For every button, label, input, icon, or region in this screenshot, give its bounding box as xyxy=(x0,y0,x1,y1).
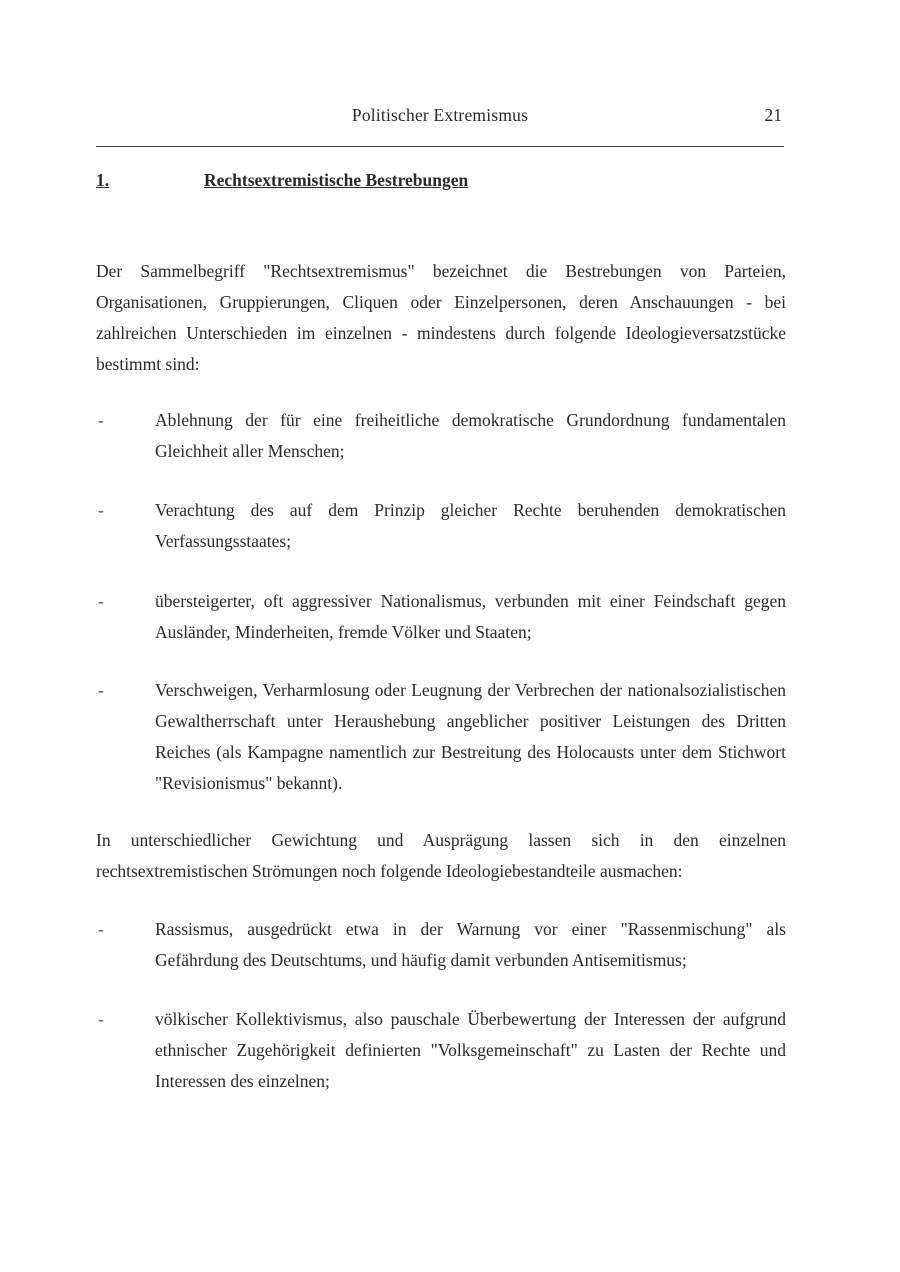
section-title: Rechtsextremistische Bestrebungen xyxy=(204,170,469,190)
list-item-text: völkischer Kollektivismus, also pauschale Überbewertung der Interessen der aufgrund ethnischer Zugehörigkeit definierten "Volksgemeinschaft" zu Lasten der Rechte und Interessen des einzelnen; xyxy=(155,1009,786,1091)
intro-paragraph: Der Sammelbegriff "Rechtsextremismus" bezeichnet die Bestrebungen von Parteien, Organisationen, Gruppierungen, Cliquen oder Einzelpersonen, deren Anschauungen - bei zahlreichen Unterschieden im einzelnen - mindestens durch folgende Ideologieversatzstücke bestimmt sind: xyxy=(96,261,786,374)
list-dash: - xyxy=(98,410,104,430)
list-dash: - xyxy=(98,680,104,700)
list-dash: - xyxy=(98,591,104,611)
list-item-text: Rassismus, ausgedrückt etwa in der Warnung vor einer "Rassenmischung" als Gefährdung des Deutschtums, und häufig damit verbunden Antisemitismus; xyxy=(155,919,786,970)
list-item-text: Verschweigen, Verharmlosung oder Leugnung der Verbrechen der nationalsozialistischen Gewaltherrschaft unter Heraushebung angeblicher positiver Leistungen des Dritten Reiches (als Kampagne namentlich zur Bestreitung des Holocausts unter dem Stichwort "Revisionismus" bekannt). xyxy=(155,680,786,793)
list-item-text: Ablehnung der für eine freiheitliche demokratische Grundordnung fundamentalen Gleichheit aller Menschen; xyxy=(155,410,786,461)
list-dash: - xyxy=(98,919,104,939)
section-number: 1. xyxy=(96,170,110,190)
running-header-title: Politischer Extremismus xyxy=(351,105,529,125)
list-item-text: übersteigerter, oft aggressiver Nationalismus, verbunden mit einer Feindschaft gegen Ausländer, Minderheiten, fremde Völker und Staaten; xyxy=(155,591,786,642)
header-rule xyxy=(96,146,784,147)
second-paragraph: In unterschiedlicher Gewichtung und Ausprägung lassen sich in den einzelnen rechtsextremistischen Strömungen noch folgende Ideologiebestandteile ausmachen: xyxy=(96,830,786,881)
list-dash: - xyxy=(98,500,104,520)
page-number: 21 xyxy=(764,105,782,125)
list-item-text: Verachtung des auf dem Prinzip gleicher Rechte beruhenden demokratischen Verfassungsstaates; xyxy=(155,500,786,551)
list-dash: - xyxy=(98,1009,104,1029)
